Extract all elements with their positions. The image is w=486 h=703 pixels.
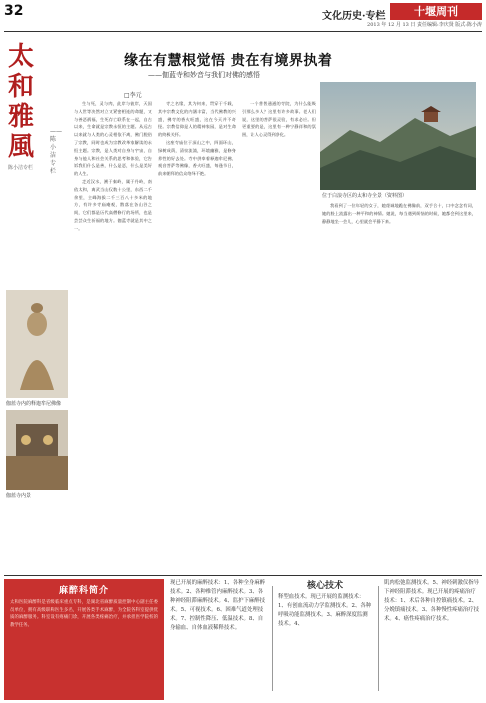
temple-interior-photo	[6, 410, 68, 490]
top-rule	[4, 31, 482, 32]
techniques-column-1	[170, 579, 266, 697]
temple-landscape-photo	[320, 82, 476, 190]
techniques-text-1: 现已开展的麻醉技术：1、各种全身麻醉技术。2、各种椎管内麻醉技术。3、各种神经阻滞麻醉技术。4、监护下麻醉技术。5、可视技术。6、困难气道处理技术。7、控制性降压、低温技术。8、自身输血、自体血液稀释技术。	[170, 580, 266, 631]
masthead	[322, 3, 482, 31]
brand-subtitle: ——陈小洁专栏	[50, 128, 62, 175]
brand-char-2: 和	[8, 72, 35, 102]
department-intro-box	[4, 579, 164, 700]
column-divider	[272, 586, 273, 691]
article-paragraph: 走近汉水，溯于秦岭，属于丹岭，南依太和，离武当山仅数十公里，东西二千余里，主峰海拔二千三百八十多米的地方，有许多寺庙庵观，散落在各山谷之间，它们都是历代高僧修行的场所，也是芸芸众生祈福的地方。伽蓝寺就是其中之一。	[74, 178, 152, 231]
section-title: 文化历史·专栏	[322, 11, 386, 22]
techniques-column-2	[278, 579, 372, 697]
main-photo-caption: 位于白浪寺区的太和寺全景（资料图）	[322, 193, 408, 199]
article-paragraph: 这座寺庙位于深山之中，四面环山，绿树成荫，清泉流淌，环境幽雅，是修身养性的好去处。寺中供奉着释迦牟尼佛、观音菩萨等佛像，香火旺盛，每逢节日，前来朝拜的信众络绎不绝。	[158, 139, 236, 177]
buddha-photo	[6, 290, 68, 398]
article-column-3	[242, 100, 316, 570]
column-tag: 陈小洁专栏	[8, 165, 34, 171]
issue-meta: 2013 年 12 月 13 日 责任编辑:李庆贤 版式:陈小涛	[367, 22, 482, 28]
author-byline: □李元	[124, 92, 142, 99]
column-brand	[6, 42, 62, 175]
page-number: 32	[4, 3, 24, 19]
core-tech-title: 核心技术	[306, 581, 343, 591]
article-paragraph: 寺之名缘，其为何来，贯穿于千载，其中宗教文化的内涵丰富，当代佛教的兴盛，佛寺的香火旺盛，这在今天并不奇怪。宗教信仰是人的精神家园，是对生命的终极关怀。	[158, 101, 236, 138]
brand-char-4: 風	[8, 132, 35, 162]
photo-caption-1: 伽蓝寺内的释迦牟尼佛像	[6, 401, 62, 407]
article-paragraph: 我看到了一位年轻的女子，她虔诚地跪在佛像前，双手合十，口中念念有词，她的脸上流露出一种平和的神情。她说，每当遇到烦恼的时候，她都会到这里来，静静地坐一会儿，心里就会平静下来。	[322, 203, 476, 224]
brand-char-3: 雅	[8, 102, 35, 132]
techniques-text-2: 释型血技术。现已开展的监测技术：1、有创血流动力学监测技术。2、各种呼吸功能监测技术。3、麻醉深度监测技术。4、	[278, 594, 372, 627]
photo-caption-2: 伽蓝寺内景	[6, 493, 32, 499]
department-intro-title: 麻醉科简介	[58, 586, 109, 596]
headline: 缘在有慧根觉悟 贵在有境界执着	[124, 53, 333, 69]
department-intro-text: 太和医院麻醉科是省级临床重点专科，是湖北省麻醉质量控制中心副主任委员单位，拥有高级职称医生多名，开展各类手术麻醉，为全院各科室提供优质的麻醉服务。科室设有疼痛门诊，开展各类疼痛治疗，并承担医学院校的教学任务。	[10, 600, 158, 628]
bottom-section	[4, 575, 482, 699]
article-column-4	[322, 202, 476, 570]
article-paragraph: 生与死，灵与肉，此岸与彼岸，天国与人世等决然对立又紧密相连的命题，又与善恶祸福，生死存亡联系在一起，自古以来，生命就是宗教永恒的主题。从远古以来就与人类的心灵相依不离，佛门脱俗了宗教，同时也成为宗教改革家解读的永恒主题。宗教，是人类对自身与宇宙，自身与他人和社会关系的思考和体验，它告诉我们什么是善，什么是恶，什么是美好的人生。	[74, 101, 152, 177]
column-divider	[378, 586, 379, 691]
techniques-column-3	[384, 579, 480, 697]
techniques-text-3: 肌肉松弛监测技术。5、神经刺激仪指导下神经阻滞技术。现已开展的疼痛治疗技术：1、术后各种自控镇痛技术。2、分娩镇痛技术。3、各种慢性疼痛治疗技术。4、癌性疼痛治疗技术。	[384, 580, 480, 622]
brand-char-1: 太	[8, 42, 35, 72]
article-column-2	[158, 100, 236, 570]
article-column-1	[74, 100, 152, 570]
article-paragraph: 一个普普通通的寺院，为什么能吸引那么多人？这里有许多故事。老人们说，这里的菩萨很灵验，有求必应。但更重要的是，这里有一种宁静祥和的氛围，让人心灵得到净化。	[242, 101, 316, 138]
brand-badge: 十堰周刊	[390, 3, 482, 20]
subhead: ——伽蓝寺和妙音与我们对佛的感悟	[148, 71, 260, 79]
